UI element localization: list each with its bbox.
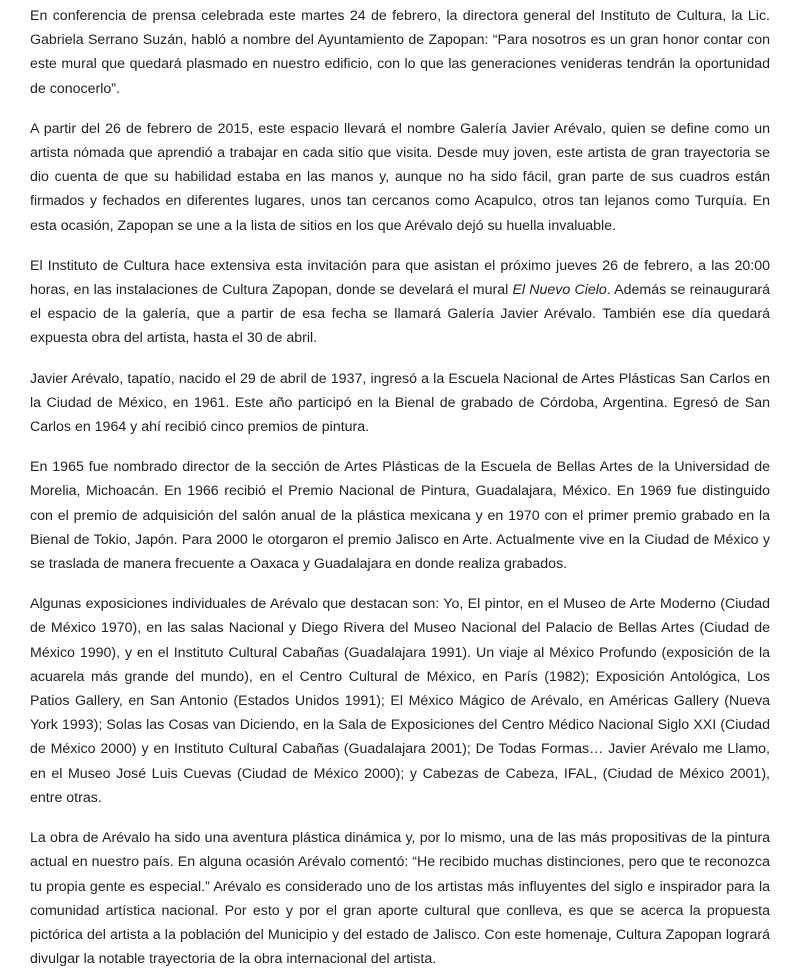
- paragraph-invitation: [30, 254, 770, 351]
- paragraph-invitation-lead: El Instituto de Cultura hace extensiva esta invitación para que asistan el próximo jueves 26 de febrero, a las 20:00 horas, en las instalaciones de Cultura Zapopan, donde se develará el mural: [30, 257, 770, 299]
- paragraph-biography: Javier Arévalo, tapatío, nacido el 29 de abril de 1937, ingresó a la Escuela Nacional de Artes Plásticas San Carlos en la Ciudad de México, en 1961. Este año participó en la Bienal de grabado de Córdoba, Argentina. Egresó de San Carlos en 1964 y ahí recibió cinco premios de pintura.: [30, 370, 770, 436]
- paragraph-invitation-tail: . Además se reinaugurará el espacio de la galería, que a partir de esa fecha se llamará Galería Javier Arévalo. También ese día quedará expuesta obra del artista, hasta el 30 de abril.: [30, 282, 771, 347]
- paragraph-legacy: La obra de Arévalo ha sido una aventura plástica dinámica y, por lo mismo, una de las más propositivas de la pintura actual en nuestro país. En alguna ocasión Arévalo comentó: “He recibido muchas distinciones, pero que te reconozca tu propia gente es especial.” Arévalo es considerado uno de los artistas más influyentes del siglo e inspirador para la comunidad artística nacional. Por esto y por el gran aporte cultural que conlleva, es que se acerca la propuesta pictórica del artista a la población del Municipio y del estado de Jalisco. Con este homenaje, Cultura Zapopan logrará divulgar la notable trayectoria de la obra internacional del artista.: [30, 830, 770, 968]
- mural-title: El Nuevo Cielo: [512, 282, 607, 299]
- paragraph-career: En 1965 fue nombrado director de la sección de Artes Plásticas de la Escuela de Bellas Artes de la Universidad de Morelia, Michoacán. En 1966 recibió el Premio Nacional de Pintura, Guadalajara, México. En 1969 fue distinguido con el premio de adquisición del salón anual de la plástica mexicana y en 1970 con el primer premio grabado en la Bienal de Tokio, Japón. Para 2000 le otorgaron el premio Jalisco en Arte. Actualmente vive en la Ciudad de México y se traslada de manera frecuente a Oaxaca y Guadalajara en donde realiza grabados.: [30, 459, 770, 573]
- paragraph-press-conference: En conferencia de prensa celebrada este martes 24 de febrero, la directora general del Instituto de Cultura, la Lic. Gabriela Serrano Suzán, habló a nombre del Ayuntamiento de Zapopan: “Para nosotros es un gran honor contar con este mural que quedará plasmado en nuestro edificio, con lo que las generaciones venideras tendrán la oportunidad de conocerlo”.: [30, 8, 770, 97]
- paragraph-gallery-name: A partir del 26 de febrero de 2015, este espacio llevará el nombre Galería Javier Arévalo, quien se define como un artista nómada que aprendió a trabajar en cada sitio que visita. Desde muy joven, este artista de gran trayectoria se dio cuenta de que su habilidad estaba en las manos y, aunque no ha sido fácil, gran parte de sus cuadros están firmados y fechados en diferentes lugares, unos tan cercanos como Acapulco, otros tan lejanos como Turquía. En esta ocasión, Zapopan se une a la lista de sitios en los que Arévalo dejó su huella invaluable.: [30, 120, 770, 234]
- paragraph-exhibitions: Algunas exposiciones individuales de Arévalo que destacan son: Yo, El pintor, en el Museo de Arte Moderno (Ciudad de México 1970), en las salas Nacional y Diego Rivera del Museo Nacional del Palacio de Bellas Artes (Ciudad de México 1990), y en el Instituto Cultural Cabañas (Guadalajara 1991). Un viaje al México Profundo (exposición de la acuarela más grande del mundo), en el Centro Cultural de México, en París (1982); Exposición Antológica, Los Patios Gallery, en San Antonio (Estados Unidos 1991); El México Mágico de Arévalo, en Américas Gallery (Nueva York 1993); Solas las Cosas van Diciendo, en la Sala de Exposiciones del Centro Médico Nacional Siglo XXI (Ciudad de México 2000) y en Instituto Cultural Cabañas (Guadalajara 2001); De Todas Formas… Javier Arévalo me Llamo, en el Museo José Luis Cuevas (Ciudad de México 2000); y Cabezas de Cabeza, IFAL, (Ciudad de México 2001), entre otras.: [30, 596, 770, 806]
